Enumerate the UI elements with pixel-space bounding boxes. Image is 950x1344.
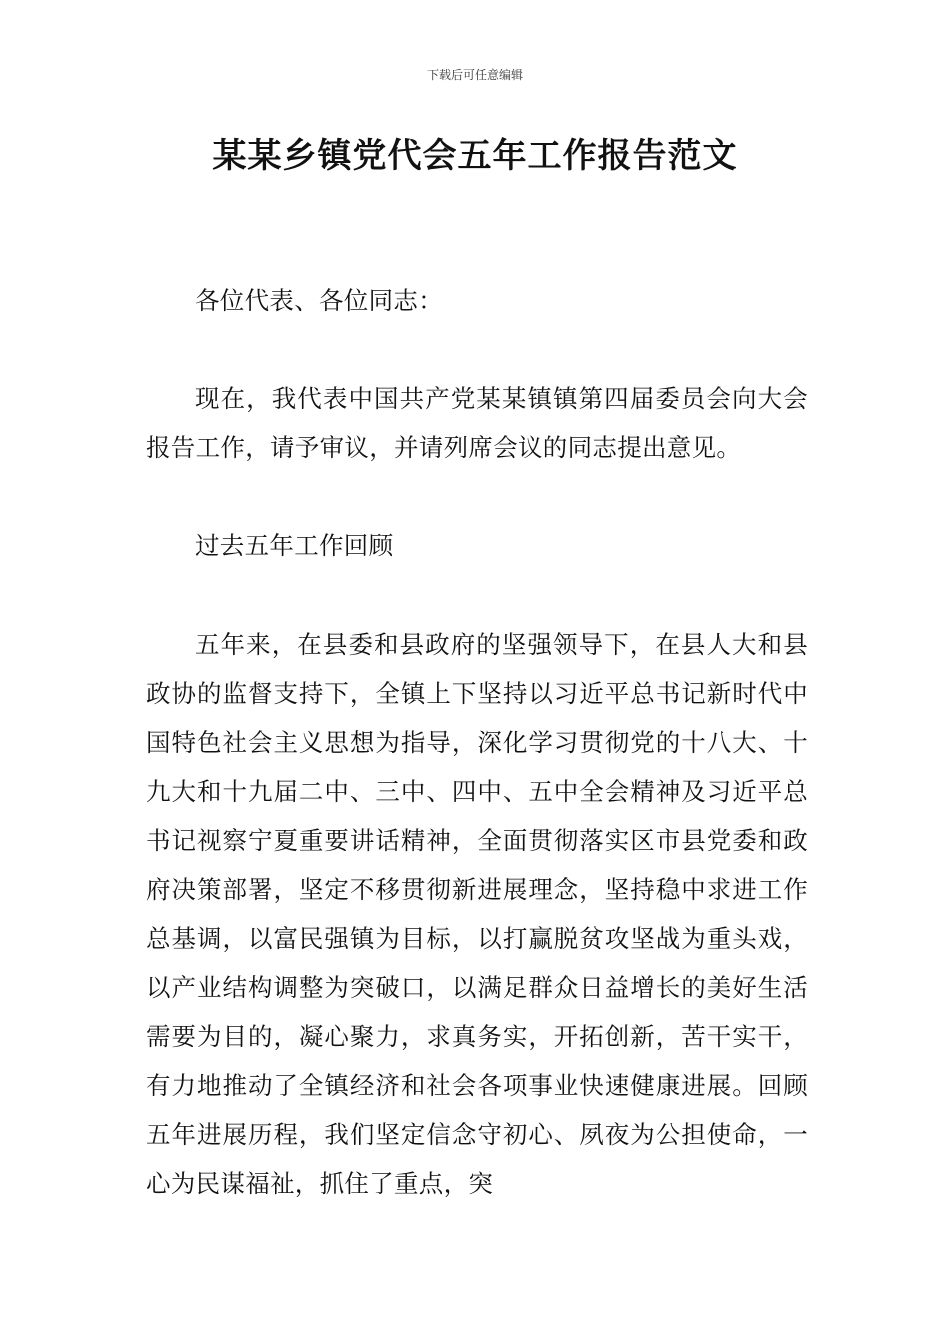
section-heading: 过去五年工作回顾 <box>195 531 394 560</box>
intro-paragraph: 现在，我代表中国共产党某某镇镇第四届委员会向大会报告工作，请予审议，并请列席会议的同志提出意见。 <box>146 384 808 462</box>
greeting-paragraph: 各位代表、各位同志： <box>195 286 443 315</box>
document-title: 某某乡镇党代会五年工作报告范文 <box>212 136 738 176</box>
header-note: 下载后可任意编辑 <box>426 68 523 82</box>
main-paragraph: 五年来，在县委和县政府的坚强领导下，在县人大和县政协的监督支持下，全镇上下坚持以习近平总书记新时代中国特色社会主义思想为指导，深化学习贯彻党的十八大、十九大和十九届二中、三中、四中、五中全会精神及习近平总书记视察宁夏重要讲话精神，全面贯彻落实区市县党委和政府决策部署，坚定不移贯彻新进展理念，坚持稳中求进工作总基调，以富民强镇为目标，以打赢脱贫攻坚战为重头戏，以产业结构调整为突破口，以满足群众日益增长的美好生活需要为目的，凝心聚力，求真务实，开拓创新，苦干实干，有力地推动了全镇经济和社会各项事业快速健康进展。回顾五年进展历程，我们坚定信念守初心、夙夜为公担使命，一心为民谋福祉，抓住了重点，突 <box>146 630 808 1198</box>
